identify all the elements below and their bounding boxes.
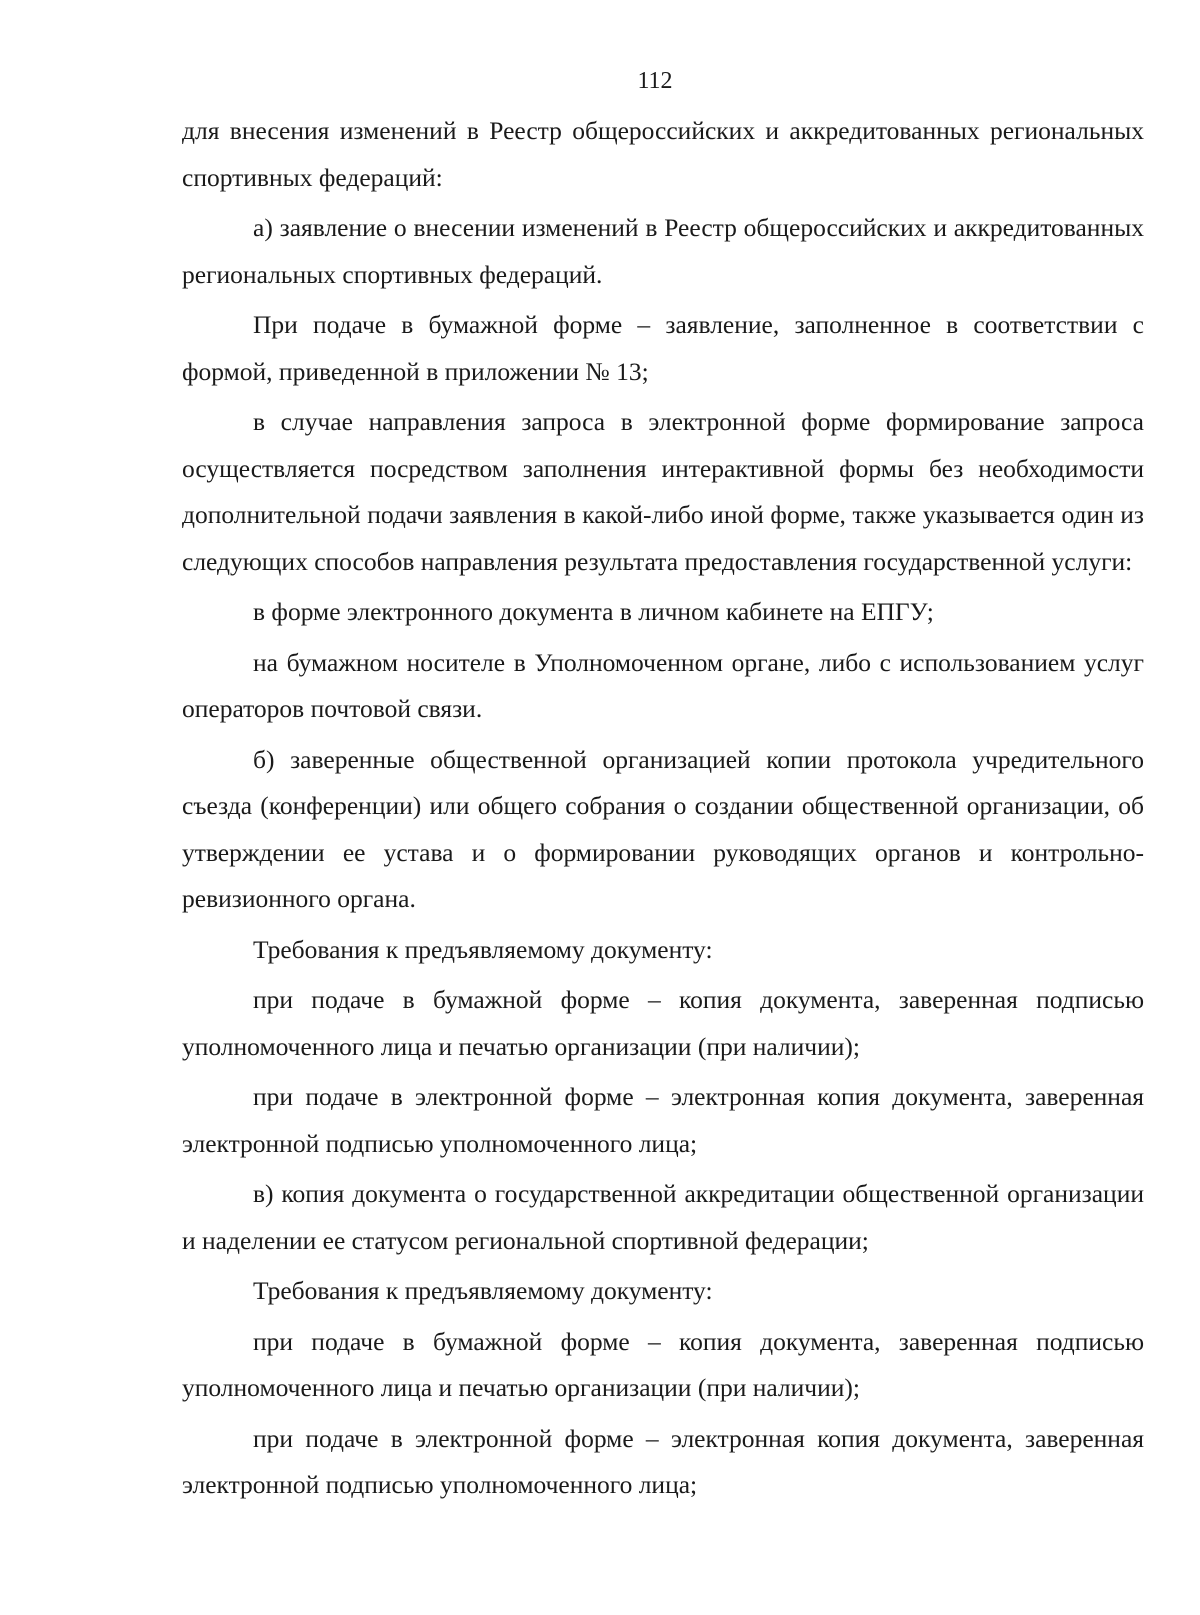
paragraph-paper-copy-2: при подаче в бумажной форме – копия документа, заверенная подписью уполномоченного лица и печатью организации (при наличии); [182,1326,1144,1402]
paragraph-item-a: а) заявление о внесении изменений в Реестр общероссийских и аккредитованных региональных спортивных федераций. [182,213,1144,289]
paragraph-paper-form: При подаче в бумажной форме – заявление, заполненное в соответствии с формой, приведенной в приложении № 13; [182,310,1144,386]
paragraph-paper-copy: при подаче в бумажной форме – копия документа, заверенная подписью уполномоченного лица и печатью организации (при наличии); [182,985,1144,1061]
paragraph-item-v: в) копия документа о государственной аккредитации общественной организации и наделении ее статусом региональной спортивной федерации; [182,1179,1144,1255]
paragraph-paper-option: на бумажном носителе в Уполномоченном органе, либо с использованием услуг операторов почтовой связи. [182,647,1144,723]
paragraph-epgu-option: в форме электронного документа в личном кабинете на ЕПГУ; [253,597,934,626]
paragraph-electronic-copy-2: при подаче в электронной форме – электронная копия документа, заверенная электронной подписью уполномоченного лица; [182,1423,1144,1499]
paragraph-intro: для внесения изменений в Реестр общероссийских и аккредитованных региональных спортивных федераций: [182,116,1144,192]
paragraph-electronic-copy: при подаче в электронной форме – электронная копия документа, заверенная электронной подписью уполномоченного лица; [182,1082,1144,1158]
paragraph-requirements-heading-2: Требования к предъявляемому документу: [253,1276,713,1305]
paragraph-requirements-heading: Требования к предъявляемому документу: [253,934,713,964]
document-body [182,108,1144,1513]
paragraph-item-b: б) заверенные общественной организацией копии протокола учредительного съезда (конференции) или общего собрания о создании общественной организации, об утверждении ее устава и о формировании руководящих органов и контрольно-ревизионного органа. [182,744,1144,913]
page-number: 112 [637,68,673,94]
paragraph-electronic-request: в случае направления запроса в электронной форме формирование запроса осуществляется посредством заполнения интерактивной формы без необходимости дополнительной подачи заявления в какой-либо иной форме, также указывается один из следующих способов направления результата предоставления государственной услуги: [182,407,1144,576]
